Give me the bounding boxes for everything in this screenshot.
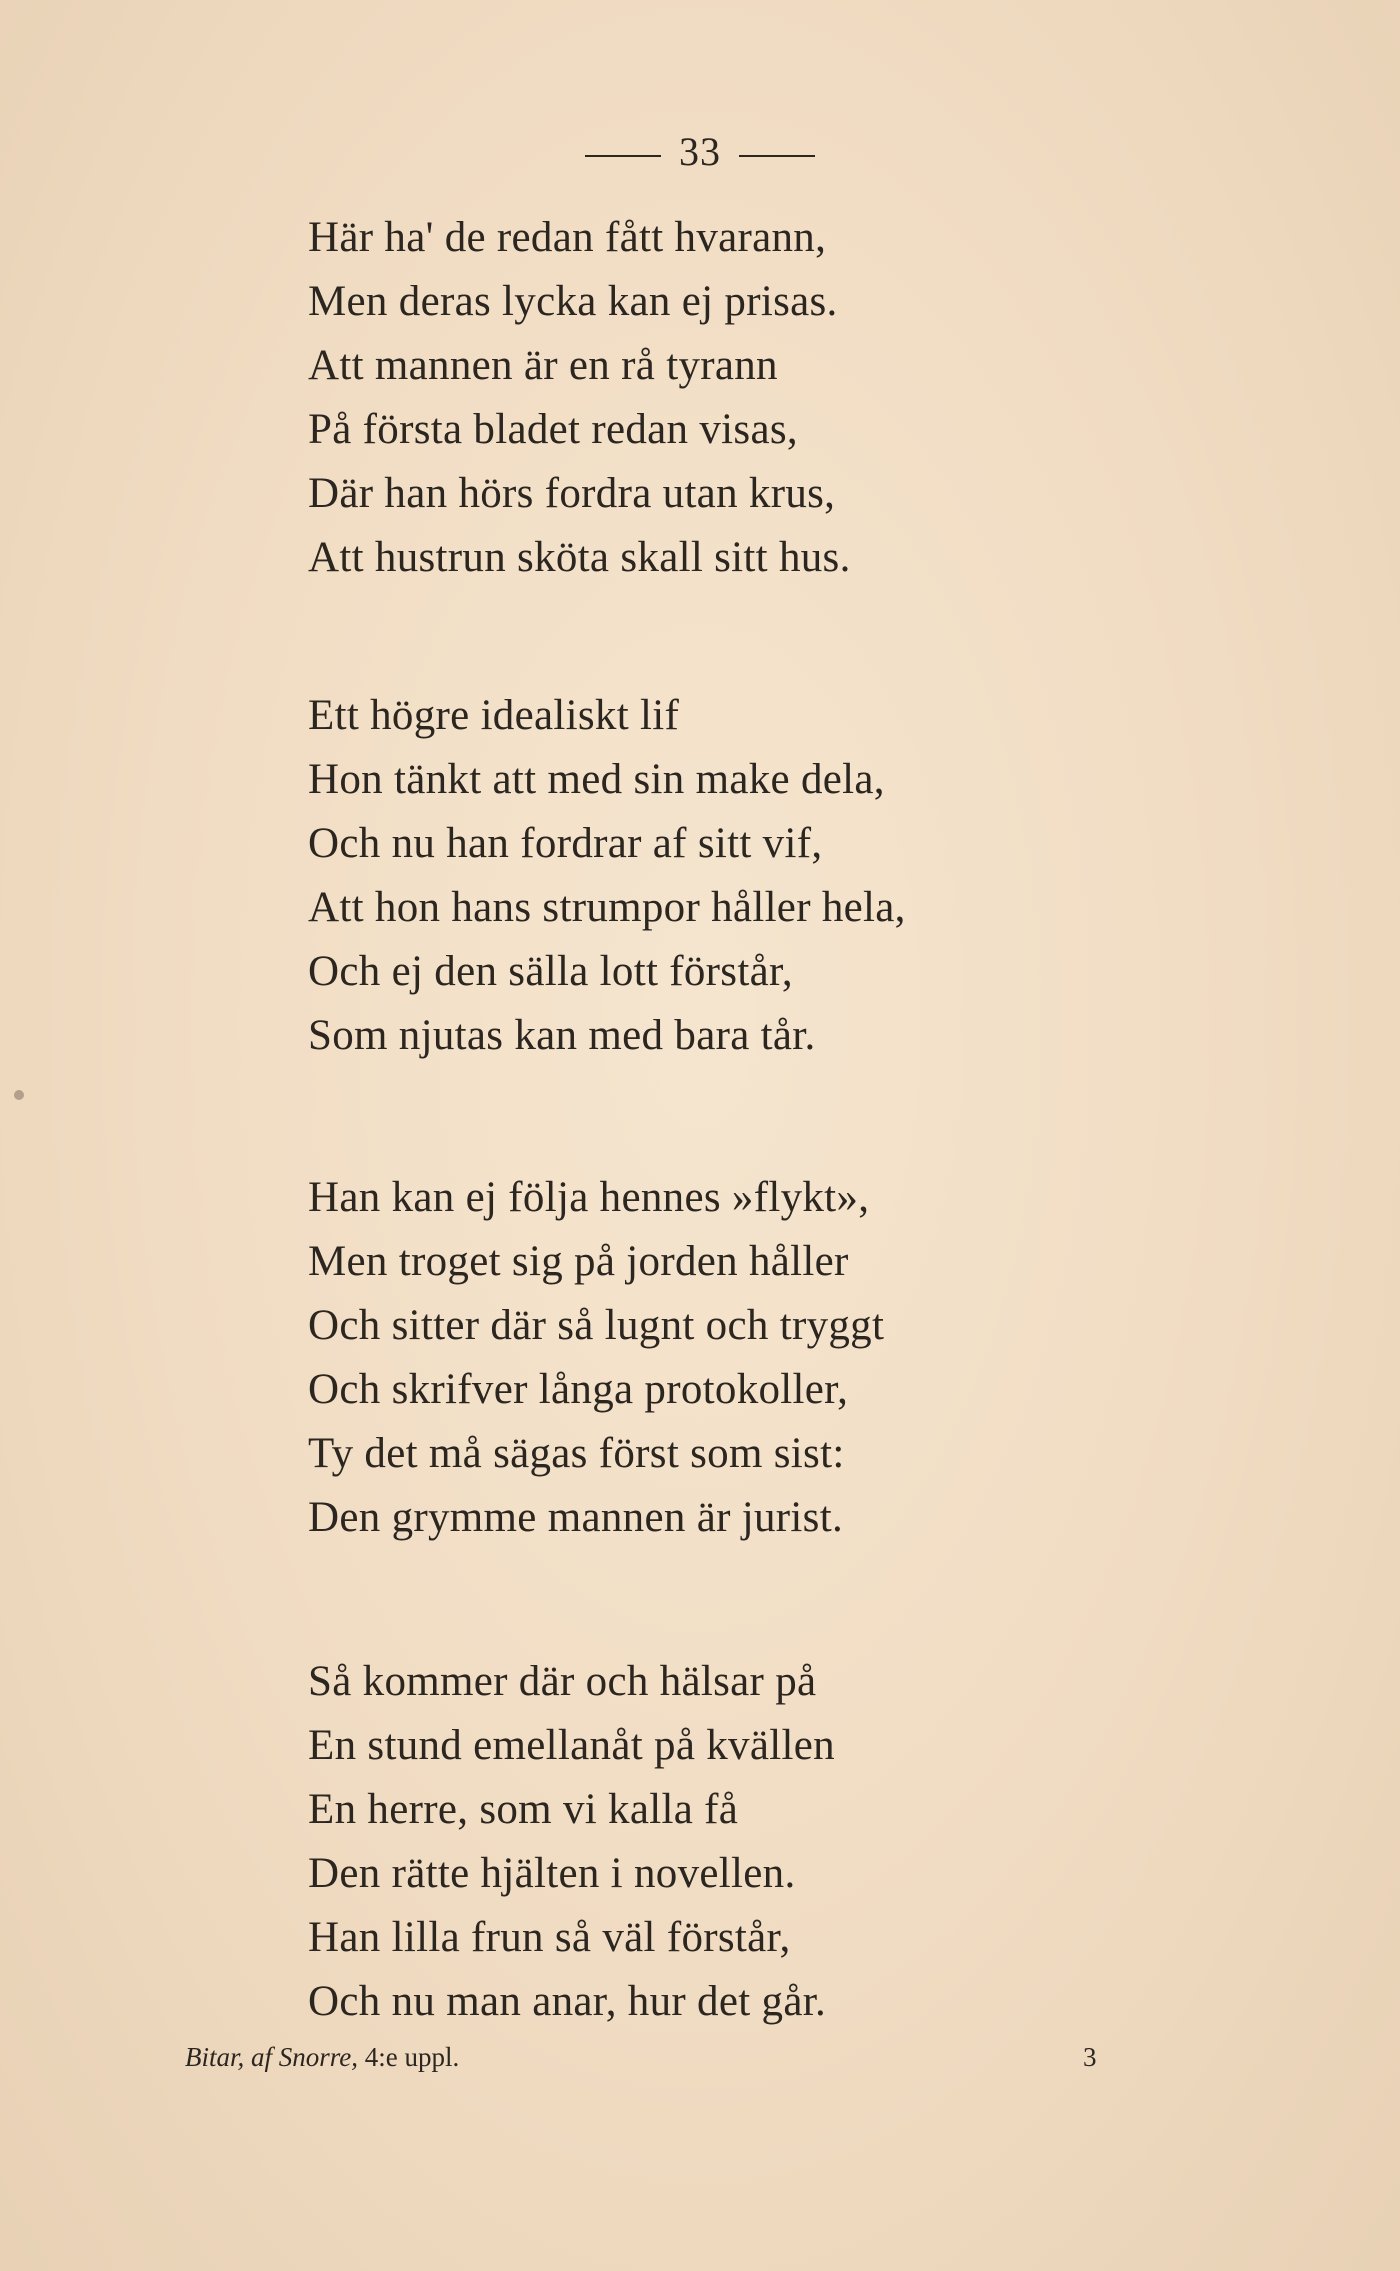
stanza-4	[308, 1650, 1208, 2034]
verse-line: Ty det må sägas först som sist:	[308, 1430, 845, 1477]
signature-mark: 3	[1083, 2042, 1097, 2072]
verse-line: Som njutas kan med bara tår.	[308, 1012, 816, 1059]
stanza-3	[308, 1166, 1208, 1550]
verse-line: Han kan ej följa hennes »flykt»,	[308, 1174, 870, 1221]
verse-line: På första bladet redan visas,	[308, 406, 798, 453]
footer-author: Snorre,	[278, 2042, 359, 2072]
verse-line: Den rätte hjälten i novellen.	[308, 1850, 796, 1897]
verse-line: Och skrifver långa protokoller,	[308, 1366, 849, 1413]
verse-line: En stund emellanåt på kvällen	[308, 1722, 835, 1769]
verse-line: Att hustrun sköta skall sitt hus.	[308, 534, 851, 581]
verse-line: Så kommer där och hälsar på	[308, 1658, 817, 1705]
verse-line: Den grymme mannen är jurist.	[308, 1494, 844, 1541]
verse-line: En herre, som vi kalla få	[308, 1786, 739, 1833]
verse-line: Men troget sig på jorden håller	[308, 1238, 849, 1285]
verse-line: Att mannen är en rå tyrann	[308, 342, 778, 389]
stanza-2	[308, 684, 1208, 1068]
footer-edition: 4:e uppl.	[364, 2042, 460, 2072]
stanza-1	[308, 206, 1208, 590]
verse-line: Och ej den sälla lott förstår,	[308, 948, 793, 995]
verse-line: Och nu han fordrar af sitt vif,	[308, 820, 823, 867]
verse-line: Hon tänkt att med sin make dela,	[308, 756, 885, 803]
verse-line: Att hon hans strumpor håller hela,	[308, 884, 906, 931]
verse-line: Här ha' de redan fått hvarann,	[308, 214, 827, 261]
footer-title: Bitar,	[185, 2042, 245, 2072]
footer-author-prefix: af	[251, 2042, 273, 2072]
header-rule-right	[739, 155, 815, 157]
verse-line: Men deras lycka kan ej prisas.	[308, 278, 838, 325]
verse-line: Ett högre idealiskt lif	[308, 692, 680, 739]
verse-line: Och nu man anar, hur det går.	[308, 1978, 827, 2025]
verse-line: Han lilla frun så väl förstår,	[308, 1914, 791, 1961]
ink-speck	[14, 1090, 24, 1100]
verse-line: Och sitter där så lugnt och tryggt	[308, 1302, 885, 1349]
header-rule-left	[585, 155, 661, 157]
page-header	[0, 128, 1400, 175]
footer-imprint	[185, 2042, 1105, 2073]
page-number: 33	[679, 129, 721, 174]
verse-line: Där han hörs fordra utan krus,	[308, 470, 836, 517]
